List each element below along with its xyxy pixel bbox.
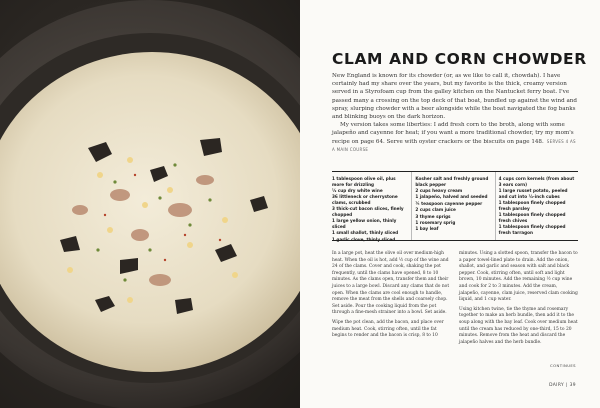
page-folio: DAIRY | 39 (549, 383, 576, 388)
ingredient-item: 1 rosemary sprig (415, 219, 456, 225)
ingredient-item: 1 garlic clove, thinly sliced (332, 236, 396, 242)
chowder-broth (0, 52, 300, 372)
method-column-1 (332, 251, 451, 351)
ingredient-item: ¼ teaspoon cayenne pepper (415, 200, 483, 206)
ingredients-column-3 (495, 172, 578, 240)
ingredient-item: 2 cups heavy cream (415, 187, 463, 193)
intro-paragraph (332, 121, 578, 154)
ingredient-item: 1 tablespoon olive oil, plus more for drizzling (332, 176, 396, 187)
ingredient-item: 3 thick-cut bacon slices, finely chopped (332, 206, 404, 217)
method-paragraph: Wipe the pot clean, add the bacon, and place over medium heat. Cook, stirring often, until the fat begins to render and the bacon is crisp, 8 to 10 (332, 319, 444, 339)
ingredient-item: 1 large yellow onion, thinly sliced (332, 218, 397, 229)
ingredient-item: 1 jalapeño, halved and seeded (415, 194, 488, 200)
recipe-method (332, 251, 578, 351)
serves-label: SERVES 4 AS A MAIN COURSE (332, 138, 576, 152)
ingredient-item: 1 large russet potato, peeled and cut into ½-inch cubes (498, 187, 568, 199)
method-paragraph: minutes. Using a slotted spoon, transfer the bacon to a paper towel-lined plate to drain. Add the onion, shallot, and garlic and season with salt and black pepper. Cook, stirring often, until soft and light brown, 10 minutes. Add the remaining ½ cup wine and cook for 2 to 3 minutes. Add the cream, jalapeño, cayenne, clam juice, reserved clam cooking liquid, and 1 cup water. (459, 251, 578, 303)
intro-text: My version takes some liberties: I add fresh corn to the broth, along with some jalapeño and cayenne for heat; if you want a more traditional chowder, try my mom's recipe on page 64. Serve with oyster crackers or the biscuits on page 148. (332, 122, 574, 145)
ingredient-item: 4 cups corn kernels (from about 3 ears corn) (498, 176, 575, 187)
ingredient-item: 3 thyme sprigs (415, 213, 451, 219)
ingredient-item: 1 bay leaf (415, 226, 439, 232)
ingredient-item: 2 cups clam juice (415, 207, 456, 213)
method-paragraph: In a large pot, heat the olive oil over medium-high heat. When the oil is hot, add ½ cup of the wine and 24 of the clams. Cover and cook, shaking the pot frequently, until the clams have opened, 8 to 10 minutes. As the clams open, transfer them and their juices to a large bowl. Discard any clams that do not open. When the clams are cool enough to handle, remove the meat from the shells and coarsely chop. Set aside. Pour the cooking liquid from the pot through a fine-mesh strainer into a bowl. Set aside. (332, 251, 450, 316)
ingredients-column-1 (332, 172, 411, 240)
recipe-title: CLAM AND CORN CHOWDER (332, 50, 587, 68)
recipe-page (300, 0, 600, 408)
ingredients-table (332, 171, 578, 241)
ingredient-item: 1 tablespoon finely chopped fresh tarragon (498, 223, 566, 235)
continues-label: CONTINUES (550, 363, 576, 368)
method-paragraph: Using kitchen twine, tie the thyme and rosemary together to make an herb bundle, then add it to the soup along with the bay leaf. Cook over medium heat until the cream has reduced by one-third, 15 to 20 minutes. Remove from the heat and discard the jalapeño halves and the herb bundle. (459, 306, 578, 345)
ingredient-item: Kosher salt and freshly ground black pepper (415, 176, 489, 187)
ingredients-column-2 (411, 172, 494, 240)
ingredient-item: 1 small shallot, thinly sliced (332, 230, 399, 236)
ingredient-item: ½ cup dry white wine (332, 187, 383, 193)
recipe-intro (332, 72, 578, 154)
ingredient-item: 36 littleneck or cherrystone clams, scrubbed (332, 194, 398, 205)
intro-paragraph: New England is known for its chowder (or, as we like to call it, chowdah). I have certainly had my share over the years, but my favorite is the thick, creamy version served in a Styrofoam cup from the galley kitchen on the Nantucket ferry boat. I've passed many a crossing on the top deck of that boat, bundled up against the wind and spray, slurping chowder with a beer alongside while the boat navigated the fog banks and blinking buoys on the dark horizon. (332, 73, 577, 121)
ingredient-item: 1 tablespoon finely chopped fresh parsley (498, 199, 566, 211)
ingredient-item: 1 tablespoon finely chopped fresh chives (498, 211, 566, 223)
method-column-2 (459, 251, 578, 351)
